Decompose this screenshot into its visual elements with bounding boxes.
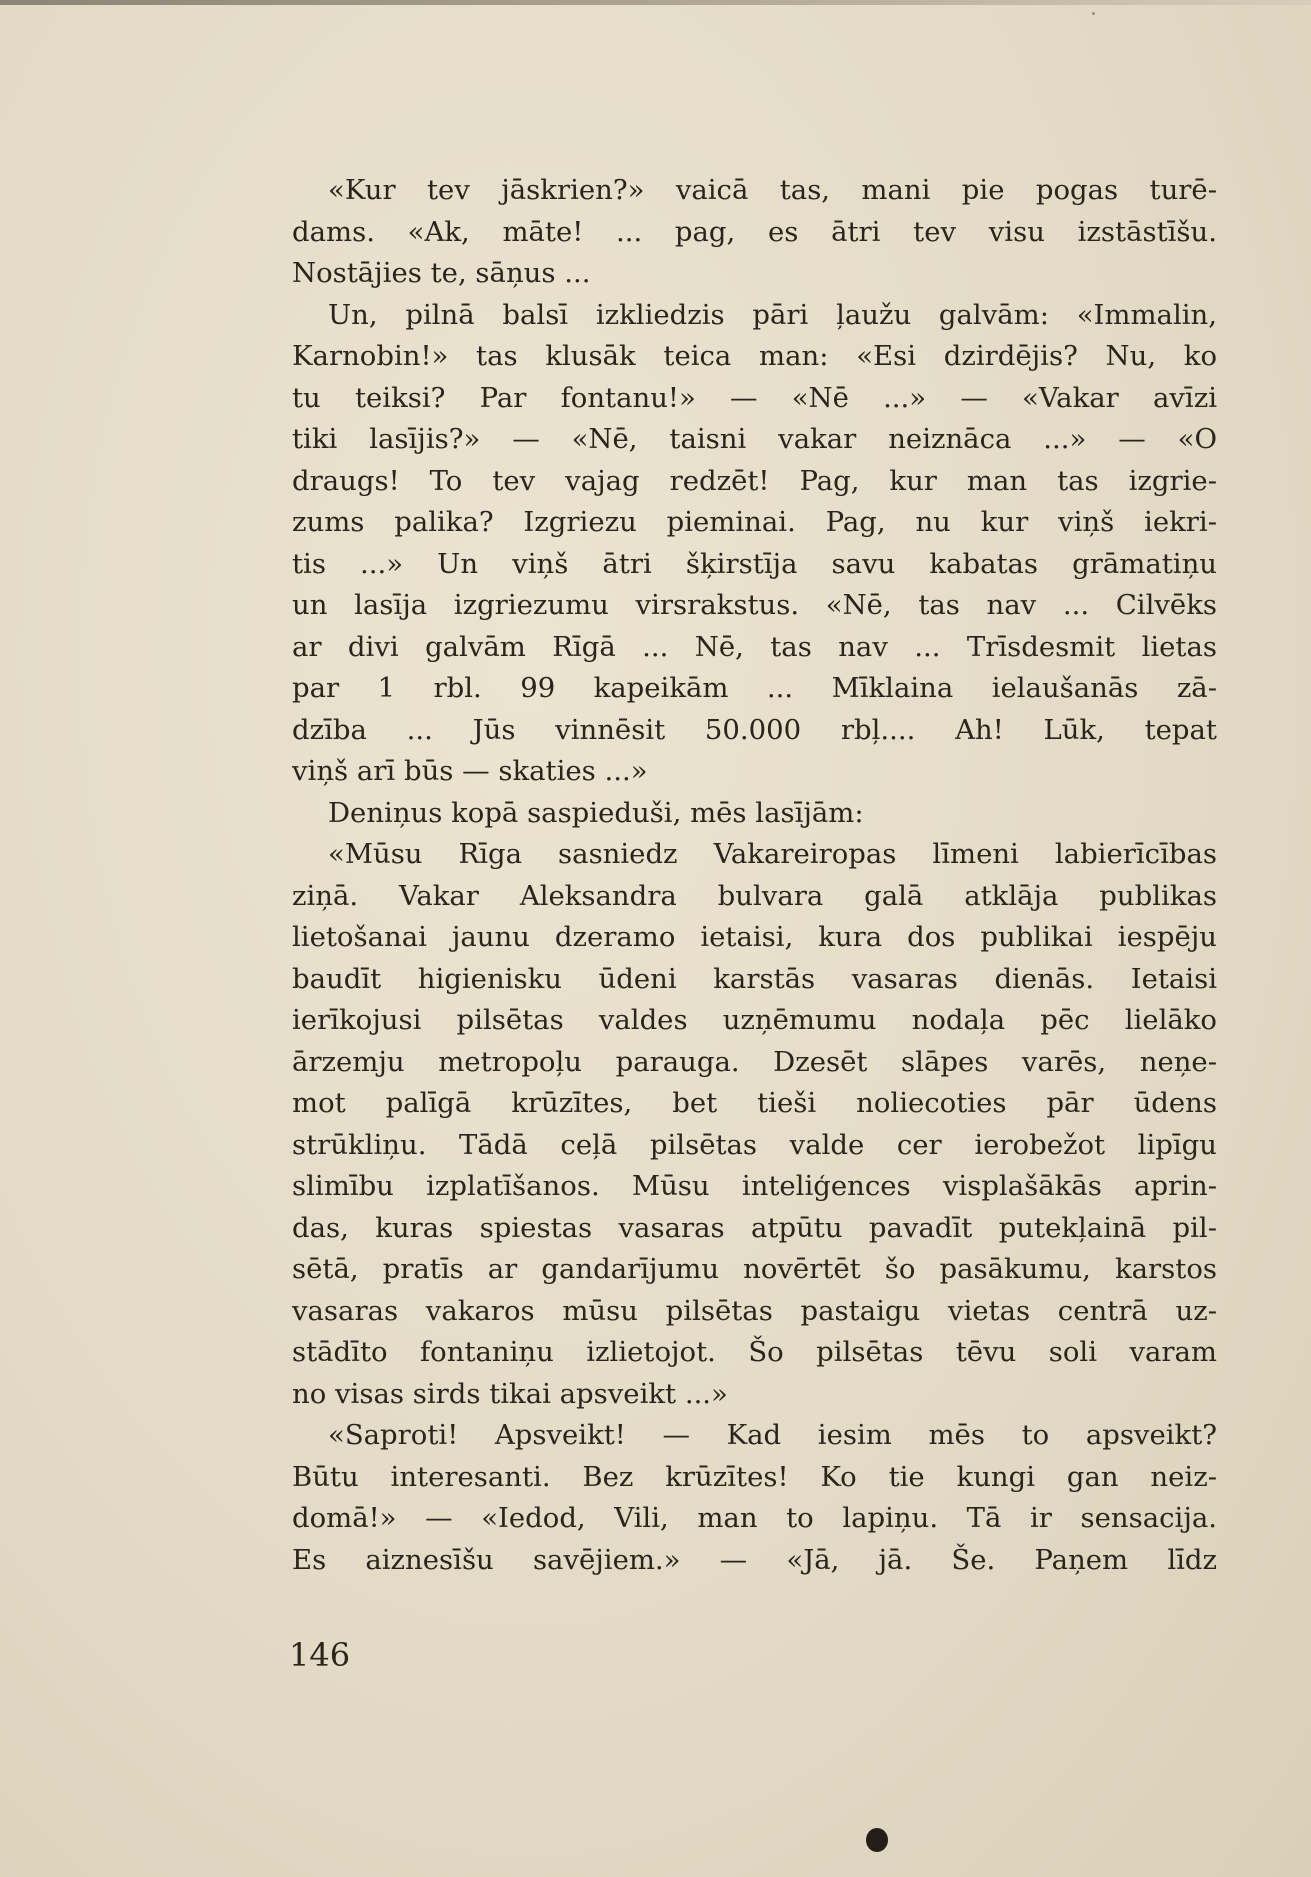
text-line: «Saproti! Apsveikt! — Kad iesim mēs to apsveikt?: [328, 1419, 1217, 1451]
text-line: ierīkojusi pilsētas valdes uzņēmumu nodaļa pēc lielāko: [292, 1004, 1217, 1036]
text-line: Un, pilnā balsī izkliedzis pāri ļaužu galvām: «Immalin,: [328, 298, 1217, 331]
body-text: [292, 170, 1217, 1581]
text-line: par 1 rbl. 99 kapeikām ... Mīklaina ielaušanās zā-: [292, 672, 1217, 704]
text-line: ziņā. Vakar Aleksandra bulvara galā atklāja publikas: [292, 879, 1217, 912]
text-line: mot palīgā krūzītes, bet tieši noliecoties pār ūdens: [292, 1087, 1217, 1119]
text-line: draugs! To tev vajag redzēt! Pag, kur man tas izgrie-: [292, 464, 1217, 497]
page-number: 146: [289, 1636, 351, 1674]
text-line: Es aiznesīšu savējiem.» — «Jā, jā. Še. Paņem līdz: [292, 1543, 1217, 1576]
text-line: zums palika? Izgriezu pieminai. Pag, nu kur viņš iekri-: [292, 506, 1217, 538]
text-line: tis ...» Un viņš ātri šķirstīja savu kabatas grāmatiņu: [292, 547, 1217, 580]
text-line: sētā, pratīs ar gandarījumu novērtēt šo pasākumu, karstos: [292, 1253, 1217, 1285]
text-line: das, kuras spiestas vasaras atpūtu pavadīt putekļainā pil-: [292, 1211, 1217, 1244]
text-line: Nostājies te, sāņus ...: [292, 257, 591, 289]
text-line: tu teiksi? Par fontanu!» — «Nē ...» — «Vakar avīzi: [292, 381, 1217, 414]
text-line: slimību izplatīšanos. Mūsu inteliģences visplašākās aprin-: [292, 1170, 1217, 1202]
text-line: dzība ... Jūs vinnēsit 50.000 rbļ.... Ah! Lūk, tepat: [292, 713, 1217, 746]
text-line: Būtu interesanti. Bez krūzītes! Ko tie kungi gan neiz-: [292, 1460, 1217, 1493]
text-line: dams. «Ak, māte! ... pag, es ātri tev visu izstāstīšu.: [292, 215, 1217, 248]
text-line: strūkliņu. Tādā ceļā pilsētas valde cer ierobežot lipīgu: [292, 1128, 1217, 1161]
text-line: stādīto fontaniņu izlietojot. Šo pilsētas tēvu soli varam: [292, 1336, 1217, 1368]
text-line: un lasīja izgriezumu virsrakstus. «Nē, tas nav ... Cilvēks: [292, 589, 1217, 621]
text-line: ārzemju metropoļu parauga. Dzesēt slāpes varēs, neņe-: [292, 1045, 1217, 1078]
text-line: domā!» — «Iedod, Vili, man to lapiņu. Tā ir sensacija.: [292, 1502, 1217, 1534]
paper-speck: [1092, 12, 1095, 15]
text-line: Karnobin!» tas klusāk teica man: «Esi dzirdējis? Nu, ko: [292, 340, 1217, 372]
text-line: «Kur tev jāskrien?» vaicā tas, mani pie pogas turē-: [328, 174, 1217, 206]
text-line: viņš arī būs — skaties ...»: [292, 755, 648, 787]
text-line: baudīt higienisku ūdeni karstās vasaras dienās. Ietaisi: [292, 962, 1217, 995]
text-line: lietošanai jaunu dzeramo ietaisi, kura dos publikai iespēju: [292, 921, 1217, 953]
text-line: vasaras vakaros mūsu pilsētas pastaigu vietas centrā uz-: [292, 1294, 1217, 1327]
text-line: tiki lasījis?» — «Nē, taisni vakar neiznāca ...» — «O: [292, 423, 1217, 455]
text-line: Deniņus kopā saspieduši, mēs lasījām:: [328, 796, 864, 829]
text-line: ar divi galvām Rīgā ... Nē, tas nav ... Trīsdesmit lietas: [292, 630, 1217, 663]
text-line: no visas sirds tikai apsveikt ...»: [292, 1377, 728, 1410]
text-line: «Mūsu Rīga sasniedz Vakareiropas līmeni labierīcības: [328, 838, 1217, 870]
page-top-edge: [0, 0, 1311, 5]
ink-blot: [866, 1828, 888, 1852]
